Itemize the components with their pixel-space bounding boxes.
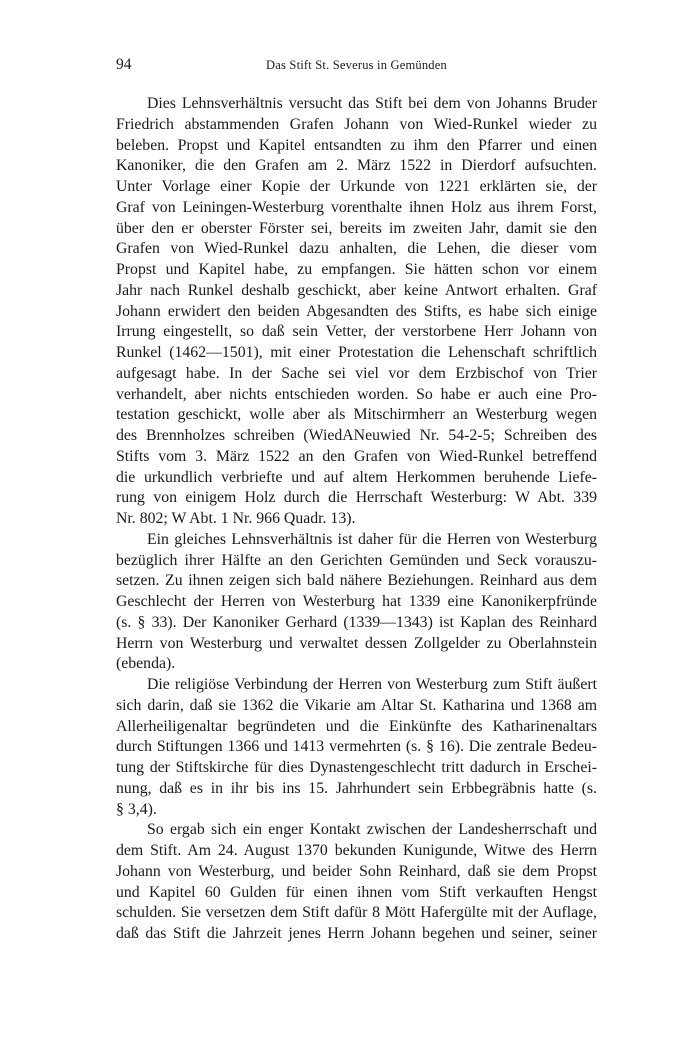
text-line: Dies Lehnsverhältnis versucht das Stift bei dem von Johanns Bruder (147, 95, 597, 112)
text-line: sich darin, daß sie 1362 die Vikarie am Altar St. Katharina und 1368 am (116, 696, 597, 714)
running-title: Das Stift St. Severus in Gemünden (266, 58, 447, 72)
text-line: Nr. 802; W Abt. 1 Nr. 966 Quadr. 13). (116, 510, 356, 527)
text-line: Jahr nach Runkel deshalb geschickt, aber keine Antwort erhalten. Graf (116, 281, 597, 299)
text-line: So ergab sich ein enger Kontakt zwischen der Landesherrschaft und (147, 821, 597, 839)
text-line: Stifts vom 3. März 1522 an den Grafen von Wied-Runkel betreffend (116, 447, 597, 465)
text-line: Allerheiligenaltar begründeten und die Einkünfte des Katharinenaltars (116, 717, 597, 735)
text-line: verhandelt, aber nichts entschieden worden. So habe er auch eine Pro- (116, 385, 597, 403)
paragraph (116, 530, 597, 675)
text-line: bezüglich ihrer Hälfte an den Gerichten Gemünden und Seck vorauszu- (116, 551, 597, 569)
text-line: des Brennholzes schreiben (WiedANeuwied Nr. 54-2-5; Schreiben des (116, 427, 597, 444)
text-line: (ebenda). (116, 655, 176, 673)
text-line: schulden. Sie versetzen dem Stift dafür 8 Mött Hafergülte mit der Auflage, (116, 904, 597, 922)
text-line: Ein gleiches Lehnsverhältnis ist daher für die Herren von Westerburg (147, 530, 597, 548)
text-line: und Kapitel 60 Gulden für einen ihnen vom Stift verkauften Hengst (116, 883, 597, 901)
text-line: beleben. Propst und Kapitel entsandten zu ihm den Pfarrer und einen (116, 136, 597, 154)
text-line: die urkundlich verbriefte und auf altem Herkommen beruhende Liefe- (116, 468, 597, 486)
text-line: rung von einigem Holz durch die Herrschaft Westerburg: W Abt. 339 (116, 489, 597, 507)
text-line: Johann erwidert den beiden Abgesandten des Stifts, es habe sich einige (116, 302, 597, 320)
text-line: Graf von Leiningen-Westerburg vorenthalte ihnen Holz aus ihrem Forst, (116, 198, 597, 216)
text-line: durch Stiftungen 1366 und 1413 vermehrten (s. § 16). Die zentrale Bedeu- (116, 738, 597, 756)
text-line: Propst und Kapitel habe, zu empfangen. Sie hätten schon vor einem (116, 261, 597, 278)
text-line: aufgesagt habe. In der Sache sei viel vor dem Erzbischof von Trier (116, 364, 597, 382)
text-line: Irrung eingestellt, so daß sein Vetter, der verstorbene Herr Johann von (116, 323, 597, 341)
text-line: (s. § 33). Der Kanoniker Gerhard (1339—1343) ist Kaplan des Reinhard (116, 613, 597, 631)
text-line: dem Stift. Am 24. August 1370 bekunden Kunigunde, Witwe des Herrn (116, 842, 597, 859)
text-line: setzen. Zu ihnen zeigen sich bald nähere Beziehungen. Reinhard aus dem (116, 572, 597, 590)
text-line: daß das Stift die Jahrzeit jenes Herrn Johann begehen und seiner, seiner (116, 925, 597, 942)
text-line: Geschlecht der Herren von Westerburg hat 1339 eine Kanonikerpfründe (116, 593, 597, 610)
paragraph (116, 820, 597, 945)
text-line: Johann von Westerburg, und beider Sohn Reinhard, daß sie dem Propst (116, 862, 597, 880)
page-number: 94 (116, 56, 132, 73)
text-line: Friedrich abstammenden Grafen Johann von Wied-Runkel wieder zu (116, 115, 597, 133)
text-line: Herrn von Westerburg und verwaltet dessen Zollgelder zu Oberlahnstein (116, 634, 597, 652)
text-line: Unter Vorlage einer Kopie der Urkunde von 1221 erklärten sie, der (116, 178, 597, 195)
page-header (116, 56, 597, 78)
text-line: Runkel (1462—1501), mit einer Protestation die Lehenschaft schriftlich (116, 344, 597, 361)
text-line: Grafen von Wied-Runkel dazu anhalten, die Lehen, die dieser vom (116, 240, 597, 258)
text-line: § 3,4). (116, 800, 157, 818)
body-text (116, 94, 597, 945)
text-line: testation geschickt, wolle aber als Mitschirmherr an Westerburg wegen (116, 406, 597, 424)
text-line: nung, daß es in ihr bis ins 15. Jahrhundert sein Erbbegräbnis hatte (s. (116, 779, 597, 797)
paragraph (116, 94, 597, 530)
paragraph (116, 675, 597, 820)
text-line: Die religiöse Verbindung der Herren von Westerburg zum Stift äußert (147, 676, 597, 693)
text-line: über den er oberster Förster sei, bereits im zweiten Jahr, damit sie den (116, 219, 597, 237)
text-line: tung der Stiftskirche für dies Dynastengeschlecht tritt dadurch in Erschei- (116, 759, 597, 776)
text-line: Kanoniker, die den Grafen am 2. März 1522 in Dierdorf aufsuchten. (116, 157, 597, 175)
